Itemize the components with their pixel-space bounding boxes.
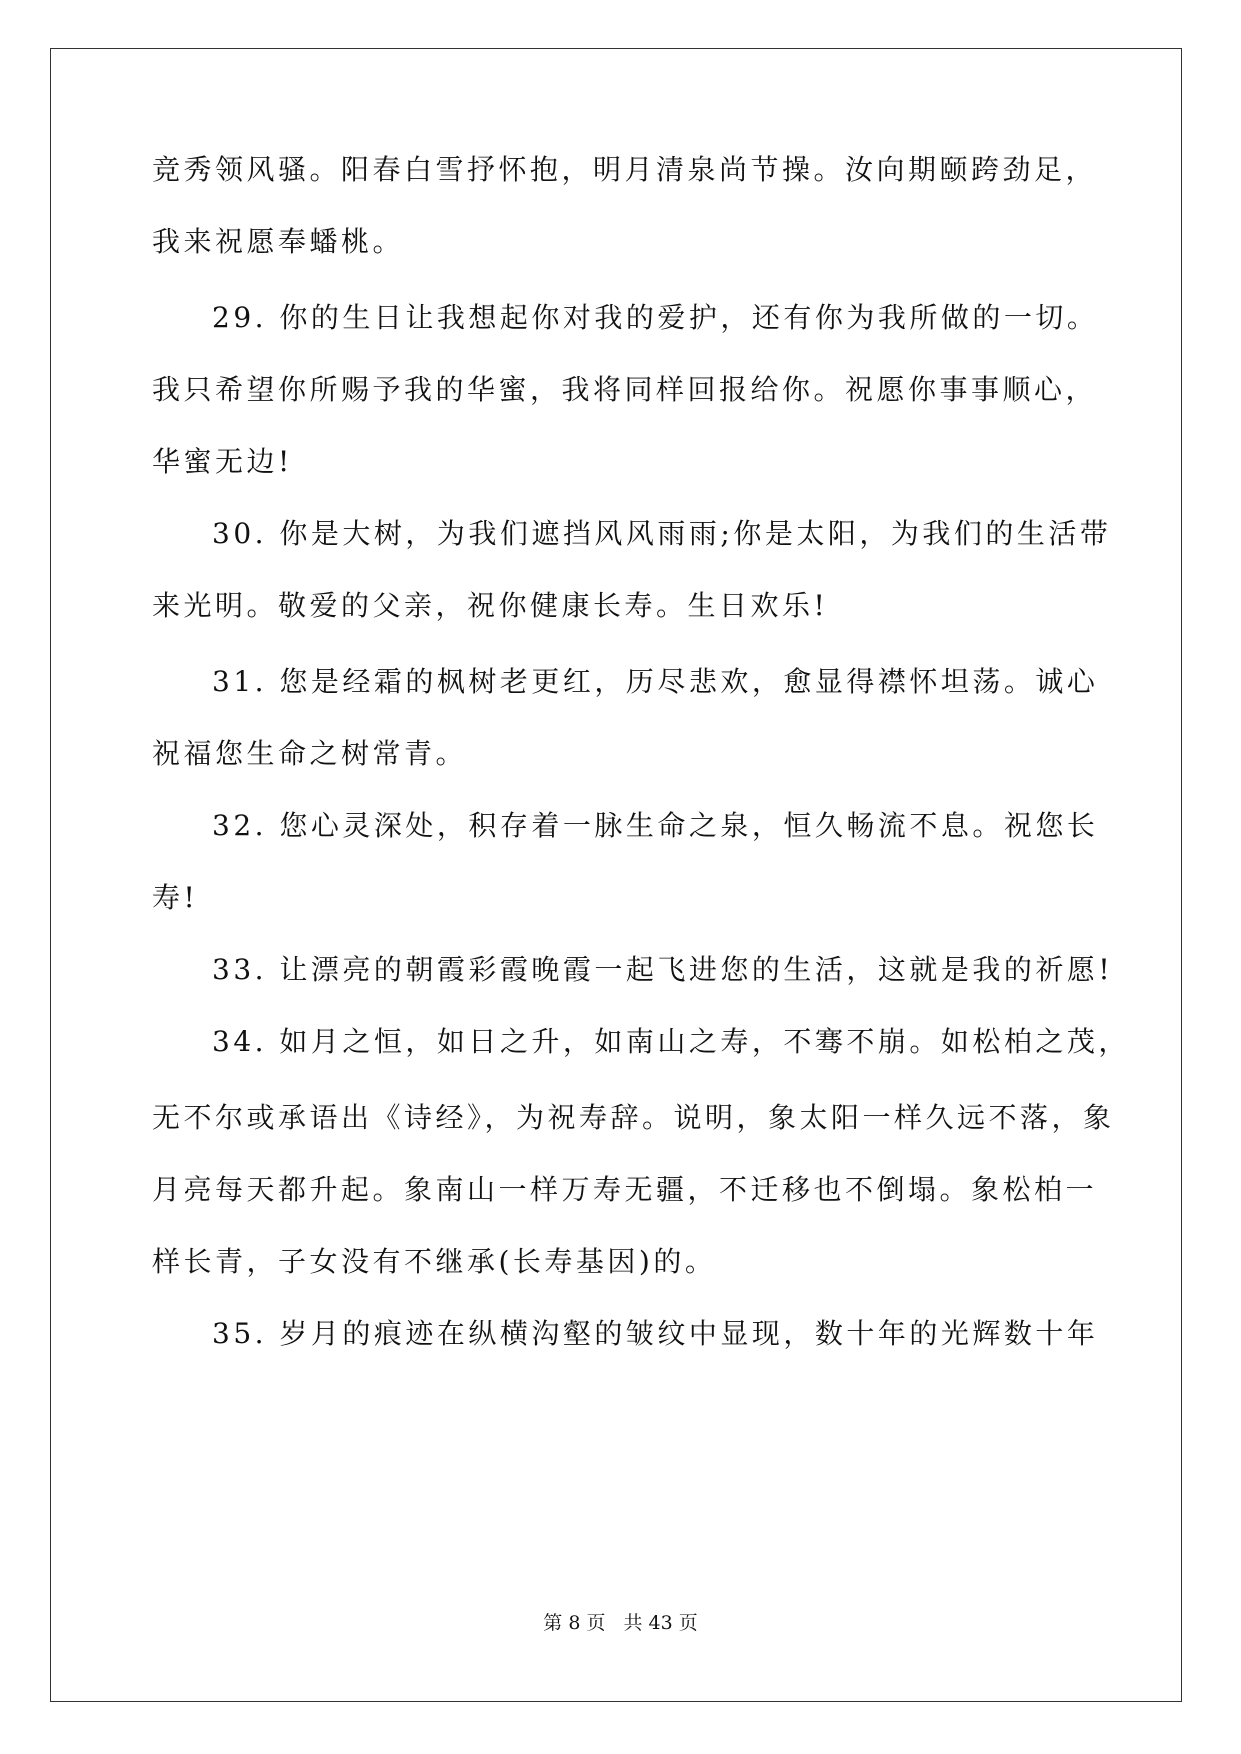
text-line: 月亮每天都升起。象南山一样万寿无疆，不迁移也不倒塌。象松柏一 bbox=[152, 1173, 1098, 1206]
paragraph-30-line: 30. 你是大树，为我们遮挡风风雨雨;你是太阳，为我们的生活带 bbox=[212, 517, 1112, 550]
paragraph-33-line: 33. 让漂亮的朝霞彩霞晚霞一起飞进您的生活，这就是我的祈愿! bbox=[212, 953, 1114, 986]
text-line: 来光明。敬爱的父亲，祝你健康长寿。生日欢乐! bbox=[152, 589, 829, 622]
text-line: 样长青，子女没有不继承(长寿基因)的。 bbox=[152, 1245, 717, 1278]
text-line: 寿! bbox=[152, 881, 199, 914]
paragraph-31-line: 31. 您是经霜的枫树老更红，历尽悲欢，愈显得襟怀坦荡。诚心 bbox=[212, 665, 1099, 698]
text-line: 我只希望你所赐予我的华蜜，我将同样回报给你。祝愿你事事顺心， bbox=[152, 373, 1098, 406]
text-line: 华蜜无边! bbox=[152, 445, 293, 478]
paragraph-34-line: 34. 如月之恒，如日之升，如南山之寿，不骞不崩。如松柏之茂， bbox=[212, 1025, 1130, 1058]
total-pages: 共 43 页 bbox=[623, 1612, 698, 1634]
page-footer bbox=[0, 1610, 1241, 1636]
paragraph-29-line: 29. 你的生日让我想起你对我的爱护，还有你为我所做的一切。 bbox=[212, 301, 1099, 334]
text-line: 我来祝愿奉蟠桃。 bbox=[152, 225, 405, 258]
page-border bbox=[50, 48, 1182, 1702]
paragraph-35-line: 35. 岁月的痕迹在纵横沟壑的皱纹中显现，数十年的光辉数十年 bbox=[212, 1317, 1099, 1350]
paragraph-32-line: 32. 您心灵深处，积存着一脉生命之泉，恒久畅流不息。祝您长 bbox=[212, 809, 1099, 842]
current-page-number: 第 8 页 bbox=[543, 1612, 606, 1634]
text-line: 竞秀领风骚。阳春白雪抒怀抱，明月清泉尚节操。汝向期颐跨劲足， bbox=[152, 153, 1098, 186]
text-line: 无不尔或承语出《诗经》，为祝寿辞。说明，象太阳一样久远不落，象 bbox=[152, 1101, 1115, 1134]
text-line: 祝福您生命之树常青。 bbox=[152, 737, 468, 770]
